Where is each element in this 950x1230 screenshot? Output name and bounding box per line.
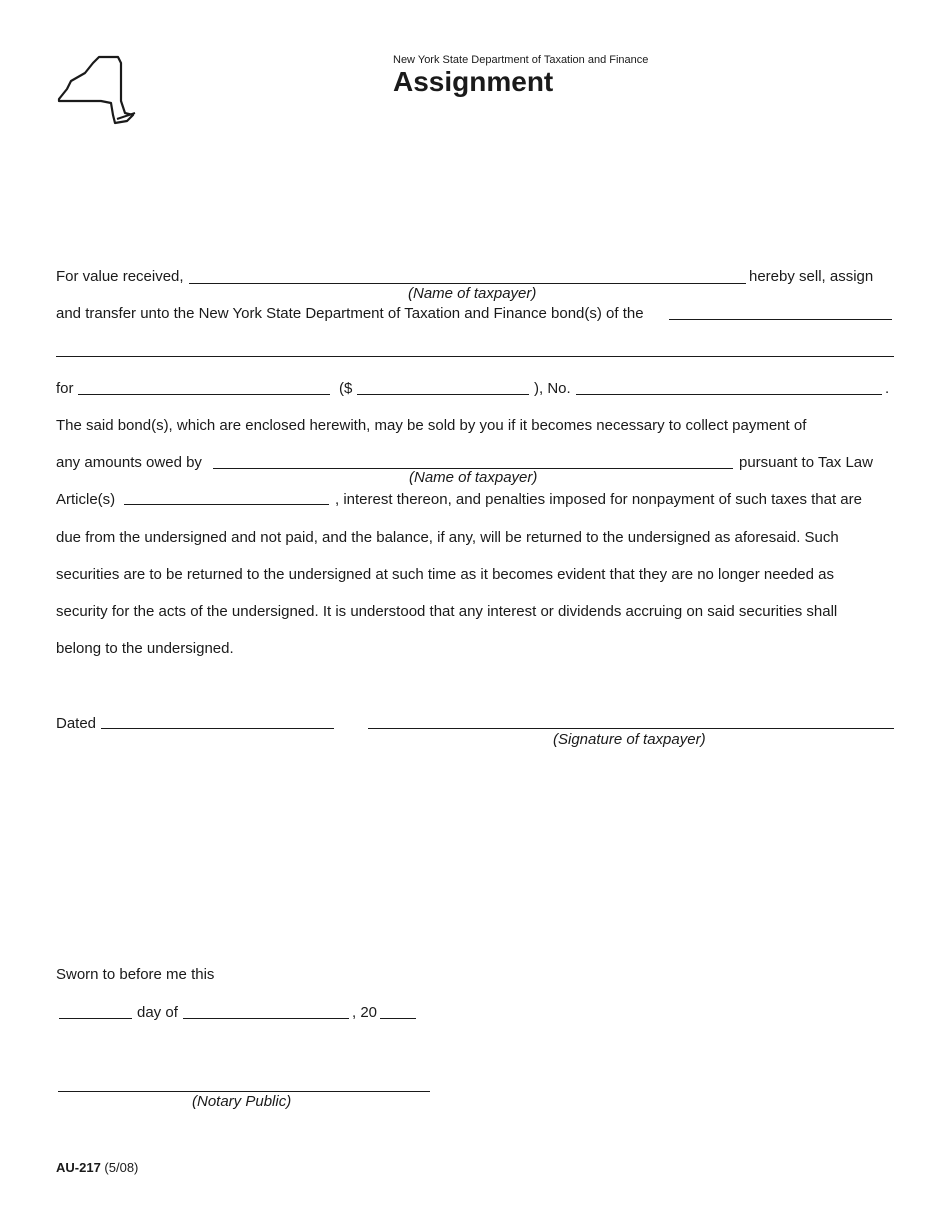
- amount-field[interactable]: [357, 394, 529, 395]
- new-york-state-map-icon: [55, 55, 137, 125]
- number-label: ), No.: [534, 380, 571, 397]
- day-of-label: day of: [137, 1004, 178, 1021]
- article-label: Article(s): [56, 491, 116, 508]
- form-revision: (5/08): [104, 1160, 139, 1175]
- bond-number-field[interactable]: [576, 394, 882, 395]
- signature-field[interactable]: [368, 728, 894, 729]
- securities-text: securities are to be returned to the undersigned at such time as it becomes evident that they are no longer needed as: [56, 566, 834, 583]
- interest-text: , interest thereon, and penalties imposed for nonpayment of such taxes that are: [335, 491, 862, 508]
- taxpayer-name-caption-2: (Name of taxpayer): [409, 469, 538, 486]
- transfer-text: and transfer unto the New York State Department of Taxation and Finance bond(s) of the: [56, 305, 644, 322]
- for-label: for: [56, 380, 74, 397]
- department-name: New York State Department of Taxation and Finance: [393, 54, 649, 66]
- bond-description-field[interactable]: [78, 394, 330, 395]
- form-title: Assignment: [393, 66, 554, 97]
- notary-caption: (Notary Public): [192, 1093, 292, 1110]
- security-acts-text: security for the acts of the undersigned. It is understood that any interest or dividends accruing on said securities shall: [56, 603, 838, 620]
- signature-caption: (Signature of taxpayer): [553, 731, 706, 748]
- article-field[interactable]: [124, 504, 329, 505]
- sell-assign-text: hereby sell, assign: [749, 268, 874, 285]
- taxpayer-name-field[interactable]: [189, 283, 746, 284]
- value-received-label: For value received,: [56, 268, 184, 285]
- month-field[interactable]: [183, 1018, 349, 1019]
- sold-text: The said bond(s), which are enclosed herewith, may be sold by you if it becomes necessary to collect payment of: [56, 417, 807, 434]
- date-field[interactable]: [101, 728, 334, 729]
- belong-text: belong to the undersigned.: [56, 640, 234, 657]
- bond-issuer-field[interactable]: [669, 319, 892, 320]
- amounts-owed-label: any amounts owed by: [56, 454, 202, 471]
- due-text: due from the undersigned and not paid, and the balance, if any, will be returned to the undersigned as aforesaid. Such: [56, 529, 839, 546]
- notary-signature-field[interactable]: [58, 1091, 430, 1092]
- amount-open-label: ($: [339, 380, 353, 397]
- line-end-period: .: [885, 380, 890, 397]
- bond-issuer-continuation-field[interactable]: [56, 356, 894, 357]
- sworn-label: Sworn to before me this: [56, 966, 215, 983]
- form-number-footer: [56, 1160, 138, 1176]
- day-field[interactable]: [59, 1018, 132, 1019]
- year-field[interactable]: [380, 1018, 416, 1019]
- tax-law-text: pursuant to Tax Law: [739, 454, 873, 471]
- taxpayer-name-caption: (Name of taxpayer): [408, 285, 537, 302]
- dated-label: Dated: [56, 715, 97, 732]
- year-prefix-label: , 20: [352, 1004, 378, 1021]
- form-number: AU-217: [56, 1160, 101, 1175]
